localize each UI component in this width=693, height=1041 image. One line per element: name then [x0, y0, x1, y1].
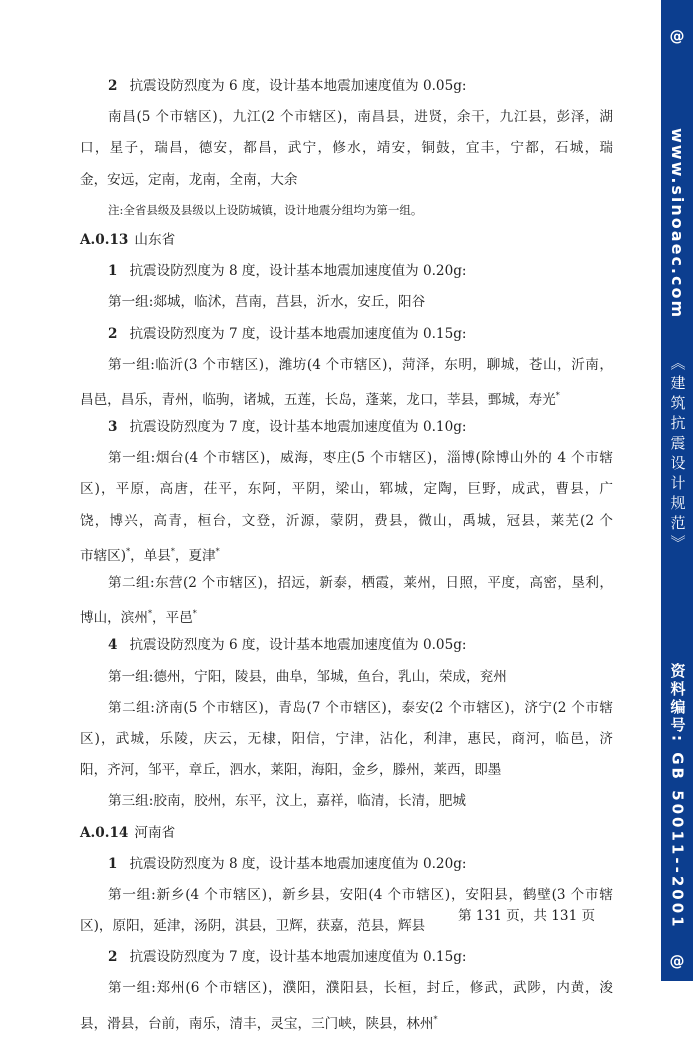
paragraph-line: 第一组:郯城，临沭，莒南，莒县，沂水，安丘，阳谷 [108, 294, 426, 311]
paragraph-line: 市辖区)*，单县*，夏津* [80, 546, 220, 564]
note-line: 注:全省县级及县级以上设防城镇，设计地震分组均为第一组。 [108, 202, 423, 217]
paragraph-line: 口，星子，瑞昌，德安，都昌，武宁，修水，靖安，铜鼓，宜丰，宁都，石城，瑞 [80, 140, 613, 157]
paragraph-line: 第一组:德州，宁阳，陵县，曲阜，邹城，鱼台，乳山，荣成，兖州 [108, 668, 507, 685]
paragraph-line: 2 抗震设防烈度为 6 度，设计基本地震加速度值为 0.05g: [108, 78, 467, 94]
paragraph-line: 第一组:烟台(4 个市辖区)，威海，枣庄(5 个市辖区)，淄博(除博山外的 4 个市辖 [108, 450, 613, 467]
paragraph-line: 区)，原阳，延津，汤阴，淇县，卫辉，获嘉，范县，辉县 [80, 918, 426, 935]
paragraph-line: 第一组:新乡(4 个市辖区)，新乡县，安阳(4 个市辖区)，安阳县，鹤壁(3 个市辖 [108, 886, 613, 903]
document-code: 资料编号: GB 50011--2001 [668, 663, 687, 930]
paragraph-line: 3 抗震设防烈度为 7 度，设计基本地震加速度值为 0.10g: [108, 419, 467, 436]
paragraph-line: 昌邑，昌乐，青州，临驹，诸城，五莲，长岛，蓬莱，龙口，莘县，鄄城，寿光* [80, 390, 560, 408]
paragraph-line: 区)，平原，高唐，茌平，东阿，平阴，梁山，郓城，定陶，巨野，成武，曹县，广 [80, 481, 613, 498]
at-sign-icon: @ [669, 27, 685, 45]
section-heading: A.0.13 山东省 [80, 231, 176, 248]
paragraph-line: 饶，博兴，高青，桓台，文登，沂源，蒙阴，费县，微山，禹城，冠县，莱芜(2 个 [80, 512, 613, 529]
document-title: 《建筑抗震设计规范》 [668, 355, 687, 555]
paragraph-line: 1 抗震设防烈度为 8 度，设计基本地震加速度值为 0.20g: [108, 855, 467, 872]
paragraph-line: 1 抗震设防烈度为 8 度，设计基本地震加速度值为 0.20g: [108, 263, 467, 280]
section-heading: A.0.14 河南省 [80, 824, 176, 841]
side-banner [661, 0, 693, 981]
paragraph-line: 县，滑县，台前，南乐，清丰，灵宝，三门峡，陕县，林州* [80, 1014, 438, 1032]
paragraph-line: 南昌(5 个市辖区)，九江(2 个市辖区)，南昌县，进贤，余干，九江县，彭泽，湖 [108, 109, 613, 126]
paragraph-line: 区)，武城，乐陵，庆云，无棣，阳信，宁津，沾化，利津，惠民，商河，临邑，济 [80, 730, 613, 747]
paragraph-line: 阳，齐河，邹平，章丘，泗水，莱阳，海阳，金乡，滕州，莱西，即墨 [80, 762, 502, 779]
paragraph-line: 第二组:济南(5 个市辖区)，青岛(7 个市辖区)，泰安(2 个市辖区)，济宁(2 个市辖 [108, 699, 613, 716]
page-content [80, 76, 613, 1041]
paragraph-line: 第二组:东营(2 个市辖区)，招远，新泰，栖霞，莱州，日照，平度，高密，垦利， [108, 575, 613, 591]
page-number: 第 131 页，共 131 页 [458, 908, 596, 924]
paragraph-line: 第一组:郑州(6 个市辖区)，濮阳，濮阳县，长桓，封丘，修武，武陟，内黄，浚 [108, 980, 613, 997]
paragraph-line: 2 抗震设防烈度为 7 度，设计基本地震加速度值为 0.15g: [108, 949, 467, 966]
paragraph-line: 4 抗震设防烈度为 6 度，设计基本地震加速度值为 0.05g: [108, 637, 467, 654]
paragraph-line: 第三组:胶南，胶州，东平，汶上，嘉祥，临清，长清，肥城 [108, 793, 467, 810]
paragraph-line: 第一组:临沂(3 个市辖区)，潍坊(4 个市辖区)，菏泽，东明，聊城，苍山，沂南， [108, 356, 613, 373]
at-sign-icon: @ [669, 952, 685, 970]
paragraph-line: 金，安远，定南，龙南，全南，大余 [80, 171, 298, 188]
site-url: www.sinoaec.com [668, 128, 687, 320]
paragraph-line: 2 抗震设防烈度为 7 度，设计基本地震加速度值为 0.15g: [108, 325, 467, 342]
paragraph-line: 博山，滨州*，平邑* [80, 609, 197, 627]
